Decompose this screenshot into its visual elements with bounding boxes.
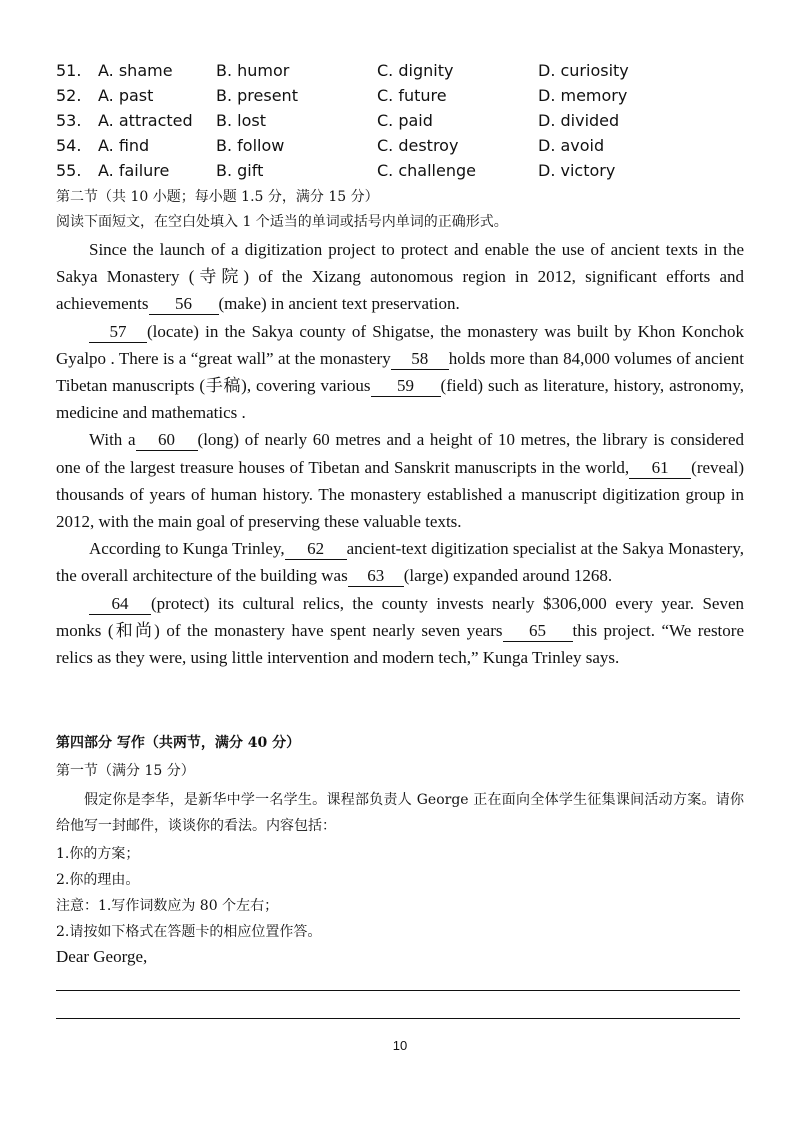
question-row bbox=[56, 133, 746, 158]
blank-62[interactable]: 62 bbox=[285, 539, 347, 560]
option-a: A. shame bbox=[98, 61, 173, 80]
passage-text: With a bbox=[89, 430, 136, 450]
passage-text: (protect) its cultural relics, the county invests nearly $306,000 every year. Seven monks (和尚) of the monastery have spent nearly seven years bbox=[56, 593, 744, 640]
option-a: A. attracted bbox=[98, 111, 193, 130]
section-instruction: 阅读下面短文，在空白处填入 1 个适当的单词或括号内单词的正确形式。 bbox=[56, 214, 508, 230]
paragraph bbox=[56, 426, 744, 535]
passage-text: (large) expanded around 1268. bbox=[403, 566, 613, 586]
option-b: B. gift bbox=[216, 161, 264, 180]
option-b: B. present bbox=[216, 86, 298, 105]
question-number: 51. bbox=[56, 61, 82, 80]
page-number: 10 bbox=[392, 1038, 408, 1053]
option-a: A. past bbox=[98, 86, 154, 105]
blank-64[interactable]: 64 bbox=[89, 594, 151, 615]
question-row bbox=[56, 83, 746, 108]
note-line: 2.请按如下格式在答题卡的相应位置作答。 bbox=[56, 924, 322, 940]
passage-text: (field) such as literature, history, astronomy, medicine and mathematics . bbox=[56, 376, 744, 423]
paragraph bbox=[56, 590, 744, 672]
reading-passage bbox=[56, 236, 744, 671]
option-d: D. curiosity bbox=[538, 61, 629, 80]
option-d: D. avoid bbox=[538, 136, 605, 155]
paragraph bbox=[56, 318, 744, 427]
question-row bbox=[56, 108, 746, 133]
prompt-item: 2.你的理由。 bbox=[56, 872, 140, 888]
question-number: 53. bbox=[56, 111, 82, 130]
passage-text: ancient-text digitization specialist at the Sakya Monastery, the overall architecture of the building was bbox=[56, 539, 744, 586]
question-number: 55. bbox=[56, 161, 82, 180]
blank-56[interactable]: 56 bbox=[149, 294, 219, 315]
blank-59[interactable]: 59 bbox=[371, 376, 441, 397]
answer-line[interactable] bbox=[56, 1018, 740, 1019]
option-d: D. victory bbox=[538, 161, 616, 180]
question-number: 54. bbox=[56, 136, 82, 155]
option-c: C. future bbox=[377, 86, 447, 105]
passage-text: this project. “We restore relics as they were, using little intervention and modern tech,” Kunga Trinley says. bbox=[56, 620, 744, 668]
passage-text: (make) in ancient text preservation. bbox=[218, 294, 460, 314]
salutation: Dear George, bbox=[56, 947, 148, 966]
blank-63[interactable]: 63 bbox=[348, 566, 404, 587]
question-row bbox=[56, 58, 746, 83]
passage-text: (long) of nearly 60 metres and a height of 10 metres, the library is considered one of the largest treasure houses of Tibetan and Sanskrit manuscripts in the world, bbox=[56, 430, 744, 477]
passage-text: (locate) in the Sakya county of Shigatse, the monastery was built by Khon Konchok Gyalpo . There is a “great wall” at the monastery bbox=[56, 321, 744, 368]
blank-57[interactable]: 57 bbox=[89, 322, 147, 343]
passage-text: Since the launch of a digitization project to protect and enable the use of ancient texts in the Sakya Monastery (寺院) of the Xizang autonomous region in 2012, significant efforts and achievements bbox=[56, 240, 744, 314]
option-a: A. failure bbox=[98, 161, 170, 180]
option-c: C. dignity bbox=[377, 61, 454, 80]
blank-65[interactable]: 65 bbox=[503, 621, 573, 642]
paragraph bbox=[56, 535, 744, 589]
passage-text: According to Kunga Trinley, bbox=[89, 539, 285, 559]
paragraph bbox=[56, 236, 744, 318]
section-heading: 第二节（共 10 小题；每小题 1.5 分，满分 15 分） bbox=[56, 189, 379, 205]
option-a: A. find bbox=[98, 136, 150, 155]
blank-60[interactable]: 60 bbox=[136, 430, 198, 451]
option-b: B. follow bbox=[216, 136, 285, 155]
option-d: D. divided bbox=[538, 111, 620, 130]
option-c: C. challenge bbox=[377, 161, 476, 180]
question-row bbox=[56, 158, 746, 183]
option-c: C. destroy bbox=[377, 136, 459, 155]
answer-line[interactable] bbox=[56, 990, 740, 991]
option-c: C. paid bbox=[377, 111, 433, 130]
prompt-item: 1.你的方案； bbox=[56, 846, 140, 862]
multiple-choice-block bbox=[56, 58, 746, 183]
part-heading: 第四部分 写作（共两节，满分 40 分） bbox=[56, 735, 301, 751]
blank-61[interactable]: 61 bbox=[629, 458, 691, 479]
note-line: 注意：1.写作词数应为 80 个左右； bbox=[56, 898, 279, 914]
question-number: 52. bbox=[56, 86, 82, 105]
writing-prompt: 假定你是李华，是新华中学一名学生。课程部负责人 George 正在面向全体学生征集课间活动方案。请你给他写一封邮件，谈谈你的看法。内容包括： bbox=[56, 792, 744, 834]
subsection-heading: 第一节（满分 15 分） bbox=[56, 763, 195, 779]
passage-text: (reveal) thousands of years of human history. The monastery established a manuscript digitization group in 2012, with the main goal of preserving these valuable texts. bbox=[56, 457, 744, 532]
option-d: D. memory bbox=[538, 86, 628, 105]
option-b: B. humor bbox=[216, 61, 290, 80]
option-b: B. lost bbox=[216, 111, 266, 130]
passage-text: holds more than 84,000 volumes of ancient Tibetan manuscripts (手稿), covering various bbox=[56, 348, 745, 396]
blank-58[interactable]: 58 bbox=[391, 349, 449, 370]
